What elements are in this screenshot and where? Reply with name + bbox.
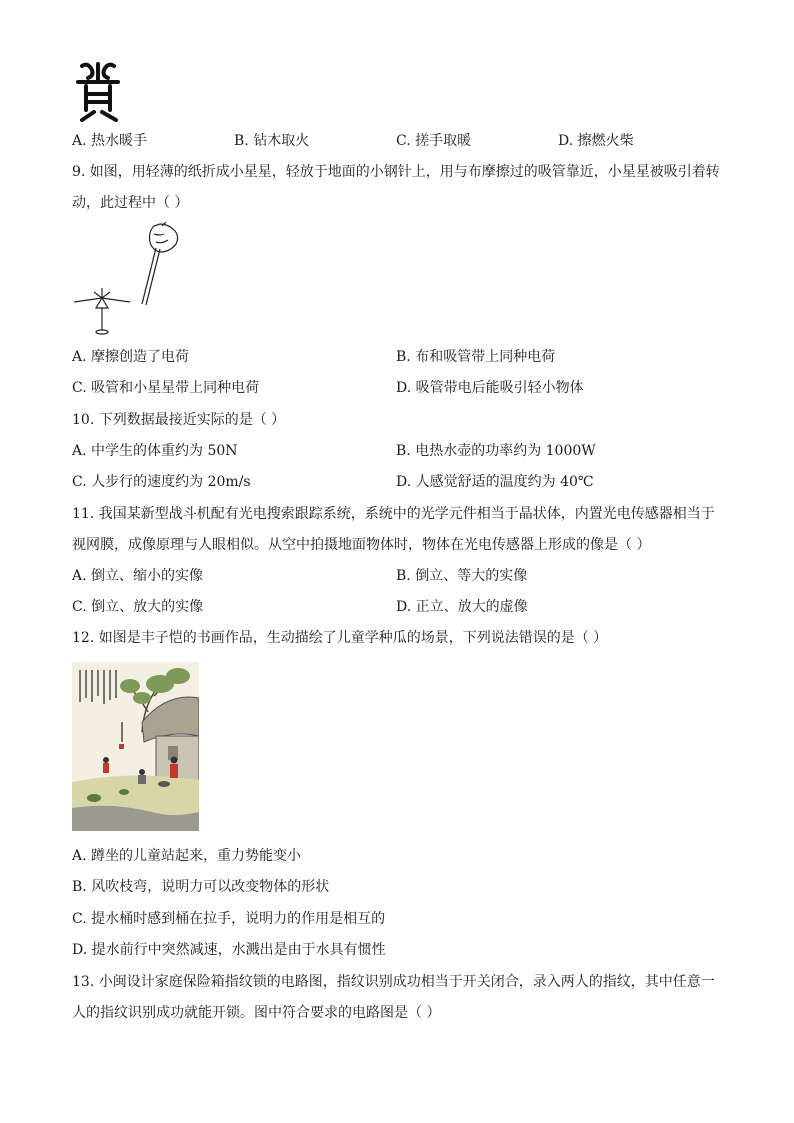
q11-option-b: B. 倒立、等大的实像 bbox=[396, 568, 528, 584]
q8-option-a: A. 热水暖手 bbox=[72, 133, 148, 149]
q12-option-c: C. 提水桶时感到桶在拉手，说明力的作用是相互的 bbox=[72, 911, 386, 927]
q11-option-d: D. 正立、放大的虚像 bbox=[396, 599, 528, 615]
q12-painting-image bbox=[72, 662, 199, 831]
q8-option-b: B. 钻木取火 bbox=[234, 133, 310, 149]
q12-stem: 12. 如图是丰子恺的书画作品，生动描绘了儿童学种瓜的场景，下列说法错误的是（ ） bbox=[72, 630, 608, 646]
q8-option-c: C. 搓手取暖 bbox=[396, 133, 472, 149]
q12-option-d: D. 提水前行中突然减速，水溅出是由于水具有惯性 bbox=[72, 942, 386, 958]
q11-stem-line2: 视网膜，成像原理与人眼相似。从空中拍摄地面物体时，物体在光电传感器上形成的像是（ ） bbox=[72, 537, 651, 553]
q10-option-a: A. 中学生的体重约为 50N bbox=[72, 443, 238, 459]
q8-option-d: D. 擦燃火柴 bbox=[558, 133, 634, 149]
q11-option-a: A. 倒立、缩小的实像 bbox=[72, 568, 204, 584]
q9-option-c: C. 吸管和小星星带上同种电荷 bbox=[72, 380, 260, 396]
q9-option-a: A. 摩擦创造了电荷 bbox=[72, 349, 190, 365]
q11-option-c: C. 倒立、放大的实像 bbox=[72, 599, 204, 615]
q9-stem-line2: 动，此过程中（ ） bbox=[72, 195, 189, 211]
q10-stem: 10. 下列数据最接近实际的是（ ） bbox=[72, 412, 286, 428]
q9-figure-star-and-straw bbox=[72, 222, 184, 338]
q9-stem-line1: 9. 如图，用轻薄的纸折成小星星，轻放于地面的小钢针上，用与布摩擦过的吸管靠近，小星星被吸引着转 bbox=[72, 164, 720, 180]
q12-option-a: A. 蹲坐的儿童站起来，重力势能变小 bbox=[72, 848, 302, 864]
q9-option-d: D. 吸管带电后能吸引轻小物体 bbox=[396, 380, 584, 396]
q11-stem-line1: 11. 我国某新型战斗机配有光电搜索跟踪系统，系统中的光学元件相当于晶状体，内置光电传感器相当于 bbox=[72, 506, 715, 522]
q12-option-b: B. 风吹枝弯，说明力可以改变物体的形状 bbox=[72, 879, 330, 895]
q9-option-b: B. 布和吸管带上同种电荷 bbox=[396, 349, 556, 365]
q13-stem-line2: 人的指纹识别成功就能开锁。图中符合要求的电路图是（ ） bbox=[72, 1005, 441, 1021]
seal-character-image bbox=[74, 60, 122, 122]
q10-option-b: B. 电热水壶的功率约为 1000W bbox=[396, 443, 596, 459]
q10-option-d: D. 人感觉舒适的温度约为 40℃ bbox=[396, 474, 594, 490]
q10-option-c: C. 人步行的速度约为 20m/s bbox=[72, 474, 251, 490]
q13-stem-line1: 13. 小闽设计家庭保险箱指纹锁的电路图，指纹识别成功相当于开关闭合，录入两人的指纹，其中任意一 bbox=[72, 974, 715, 990]
